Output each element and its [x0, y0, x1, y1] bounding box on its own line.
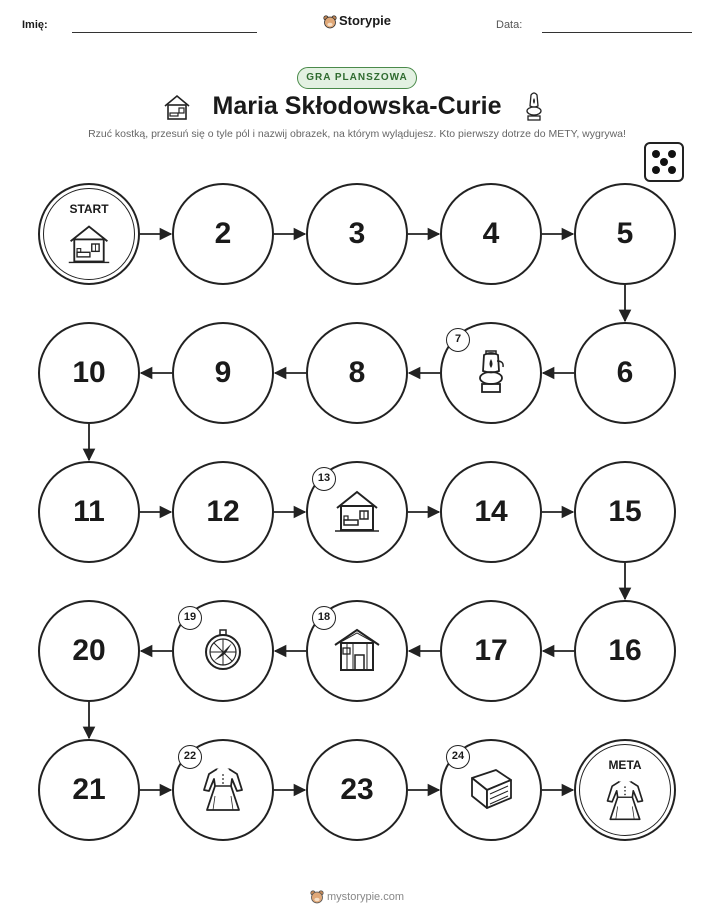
board-cell-15 — [574, 461, 676, 563]
board-cell-2 — [172, 183, 274, 285]
board-cell-4 — [440, 183, 542, 285]
cell-number: 17 — [474, 634, 508, 667]
board-cell-19 — [172, 600, 274, 702]
board-cell-9 — [172, 322, 274, 424]
board-cell-16 — [574, 600, 676, 702]
instructions: Rzuć kostką, przesuń się o tyle pól i nazwij obrazek, na którym wylądujesz. Kto pierwszy dotrze do METY, wygrywa! — [88, 128, 626, 140]
footer-url: mystorypie.com — [326, 890, 405, 903]
cell-number: 12 — [206, 495, 240, 528]
board-cell-8 — [306, 322, 408, 424]
board-cell-20 — [38, 600, 140, 702]
cell-number: 5 — [616, 217, 634, 250]
game-type-badge: GRA PLANSZOWA — [297, 67, 417, 89]
cell-number: 3 — [348, 217, 366, 250]
brand-name: Storypie — [338, 13, 391, 28]
board-cell-24 — [440, 739, 542, 841]
cell-number-tag: 19 — [178, 606, 202, 630]
dress-icon — [198, 763, 248, 815]
page-title: Maria Skłodowska-Curie — [212, 92, 502, 120]
board-cell-start — [38, 183, 140, 285]
cell-number-tag: 7 — [446, 328, 470, 352]
date-label: Data: — [496, 19, 523, 31]
cell-number: 15 — [608, 495, 642, 528]
footer — [0, 890, 714, 904]
house-icon — [66, 221, 112, 267]
board-cell-10 — [38, 322, 140, 424]
cell-number: 9 — [214, 356, 232, 389]
cell-number: 20 — [72, 634, 106, 667]
board-cell-22 — [172, 739, 274, 841]
cell-number: 10 — [72, 356, 106, 389]
board-cell-18 — [306, 600, 408, 702]
cell-number-tag: 22 — [178, 745, 202, 769]
book-icon — [466, 763, 516, 815]
board-cell-5 — [574, 183, 676, 285]
cell-number-tag: 24 — [446, 745, 470, 769]
cell-number: 6 — [616, 356, 634, 389]
cell-number-tag: 18 — [312, 606, 336, 630]
cell-number: 14 — [474, 495, 508, 528]
name-label: Imię: — [22, 19, 48, 31]
board-cell-14 — [440, 461, 542, 563]
board-cell-3 — [306, 183, 408, 285]
cell-number: 23 — [340, 773, 374, 806]
cell-number: 11 — [73, 495, 105, 528]
shed-icon — [332, 624, 382, 676]
cell-number: 21 — [72, 773, 106, 806]
cell-number-tag: 13 — [312, 467, 336, 491]
board-cell-6 — [574, 322, 676, 424]
cell-number: 16 — [608, 634, 642, 667]
house-icon — [332, 485, 382, 537]
finish-label: META — [608, 758, 642, 772]
compass-icon — [198, 624, 248, 676]
board-cell-12 — [172, 461, 274, 563]
board-cell-7 — [440, 322, 542, 424]
start-label: START — [69, 202, 109, 216]
oil-lamp-icon — [466, 346, 516, 398]
cell-number: 4 — [482, 217, 500, 250]
board-cell-11 — [38, 461, 140, 563]
cell-number: 2 — [214, 217, 232, 250]
cell-number: 8 — [348, 356, 366, 389]
board-cell-21 — [38, 739, 140, 841]
bear-logo-icon — [310, 890, 324, 904]
board-cell-meta — [574, 739, 676, 841]
board-cell-17 — [440, 600, 542, 702]
dress-icon — [602, 777, 648, 823]
board-cell-13 — [306, 461, 408, 563]
board-cell-23 — [306, 739, 408, 841]
